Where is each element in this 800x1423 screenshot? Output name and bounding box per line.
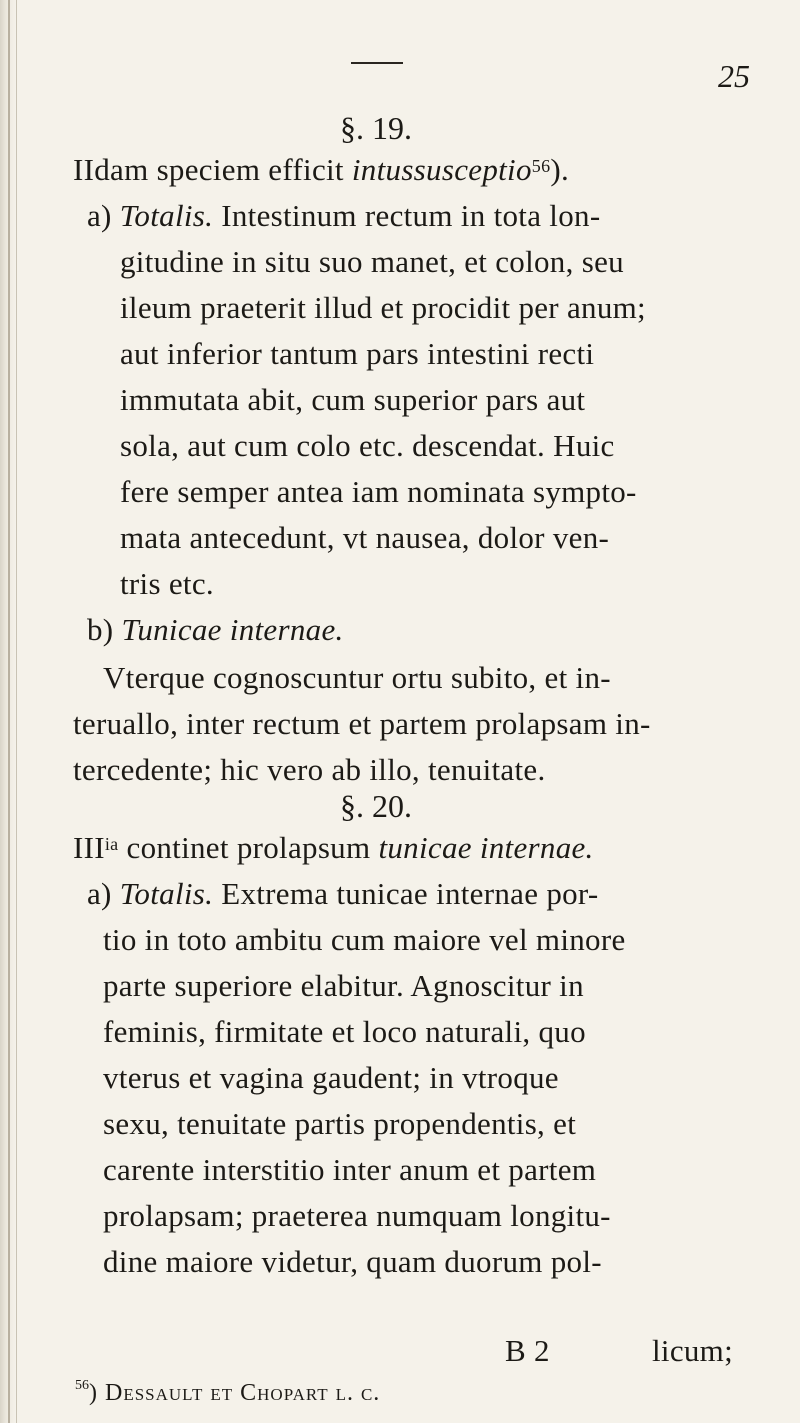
text-line: immutata abit, cum superior pars aut [120, 382, 586, 417]
text-line: sola, aut cum colo etc. descendat. Huic [120, 428, 615, 463]
text-line: carente interstitio inter anum et partem [103, 1152, 597, 1187]
text-line [87, 876, 599, 912]
text-line: feminis, firmitate et loco naturali, quo [103, 1014, 586, 1049]
text-line: prolapsam; praeterea numquam longitu- [103, 1198, 611, 1233]
text-fragment: IIdam speciem efficit [73, 152, 352, 187]
text-fragment: tunicae internae. [378, 830, 594, 865]
text-fragment: a) [87, 198, 120, 233]
text-fragment: Totalis. [119, 876, 214, 911]
text-fragment: Extrema tunicae internae por- [213, 876, 599, 911]
text-fragment: Tunicae internae. [121, 612, 344, 647]
text-fragment: ia [104, 834, 119, 854]
text-line [73, 152, 569, 188]
text-line [87, 198, 600, 234]
text-line: gitudine in situ suo manet, et colon, seu [120, 244, 624, 279]
text-line: tio in toto ambitu cum maiore vel minore [103, 922, 626, 957]
footnote [75, 1380, 380, 1407]
text-fragment: Intestinum rectum in tota lon- [213, 198, 601, 233]
text-line: tris etc. [120, 566, 214, 601]
text-fragment: intussusceptio [351, 152, 532, 187]
catchword: licum; [652, 1333, 734, 1368]
text-line: parte superiore elabitur. Agnoscitur in [103, 968, 584, 1003]
text-line [87, 612, 344, 648]
text-fragment: a) [87, 876, 120, 911]
spine-edge-line [8, 0, 10, 1423]
text-line: mata antecedunt, vt nausea, dolor ven- [120, 520, 610, 555]
text-line: sexu, tenuitate partis propendentis, et [103, 1106, 577, 1141]
page-number: 25 [718, 58, 750, 94]
text-fragment: ). [550, 152, 570, 187]
footnote-mark: 56 [75, 1378, 89, 1393]
text-fragment: b) [87, 612, 122, 647]
footnote-text: ) Dessault et Chopart l. c. [89, 1380, 381, 1406]
text-line: tercedente; hic vero ab illo, tenuitate. [73, 752, 546, 787]
signature-mark: B 2 [505, 1333, 550, 1368]
section-19-heading: §. 19. [340, 110, 412, 146]
text-line: Vterque cognoscuntur ortu subito, et in- [103, 660, 611, 695]
text-line: vterus et vagina gaudent; in vtroque [103, 1060, 559, 1095]
section-20-heading: §. 20. [340, 788, 412, 824]
text-line: aut inferior tantum pars intestini recti [120, 336, 595, 371]
text-line [73, 830, 594, 866]
header-rule [351, 62, 403, 64]
text-fragment: III [73, 830, 105, 865]
text-line: ileum praeterit illud et procidit per anum; [120, 290, 646, 325]
text-line: dine maiore videtur, quam duorum pol- [103, 1244, 602, 1279]
book-spine [0, 0, 17, 1423]
text-line: teruallo, inter rectum et partem prolapsam in- [73, 706, 651, 741]
text-line: fere semper antea iam nominata sympto- [120, 474, 637, 509]
text-fragment: 56 [531, 156, 551, 176]
text-fragment: continet prolapsum [118, 830, 379, 865]
text-fragment: Totalis. [119, 198, 214, 233]
